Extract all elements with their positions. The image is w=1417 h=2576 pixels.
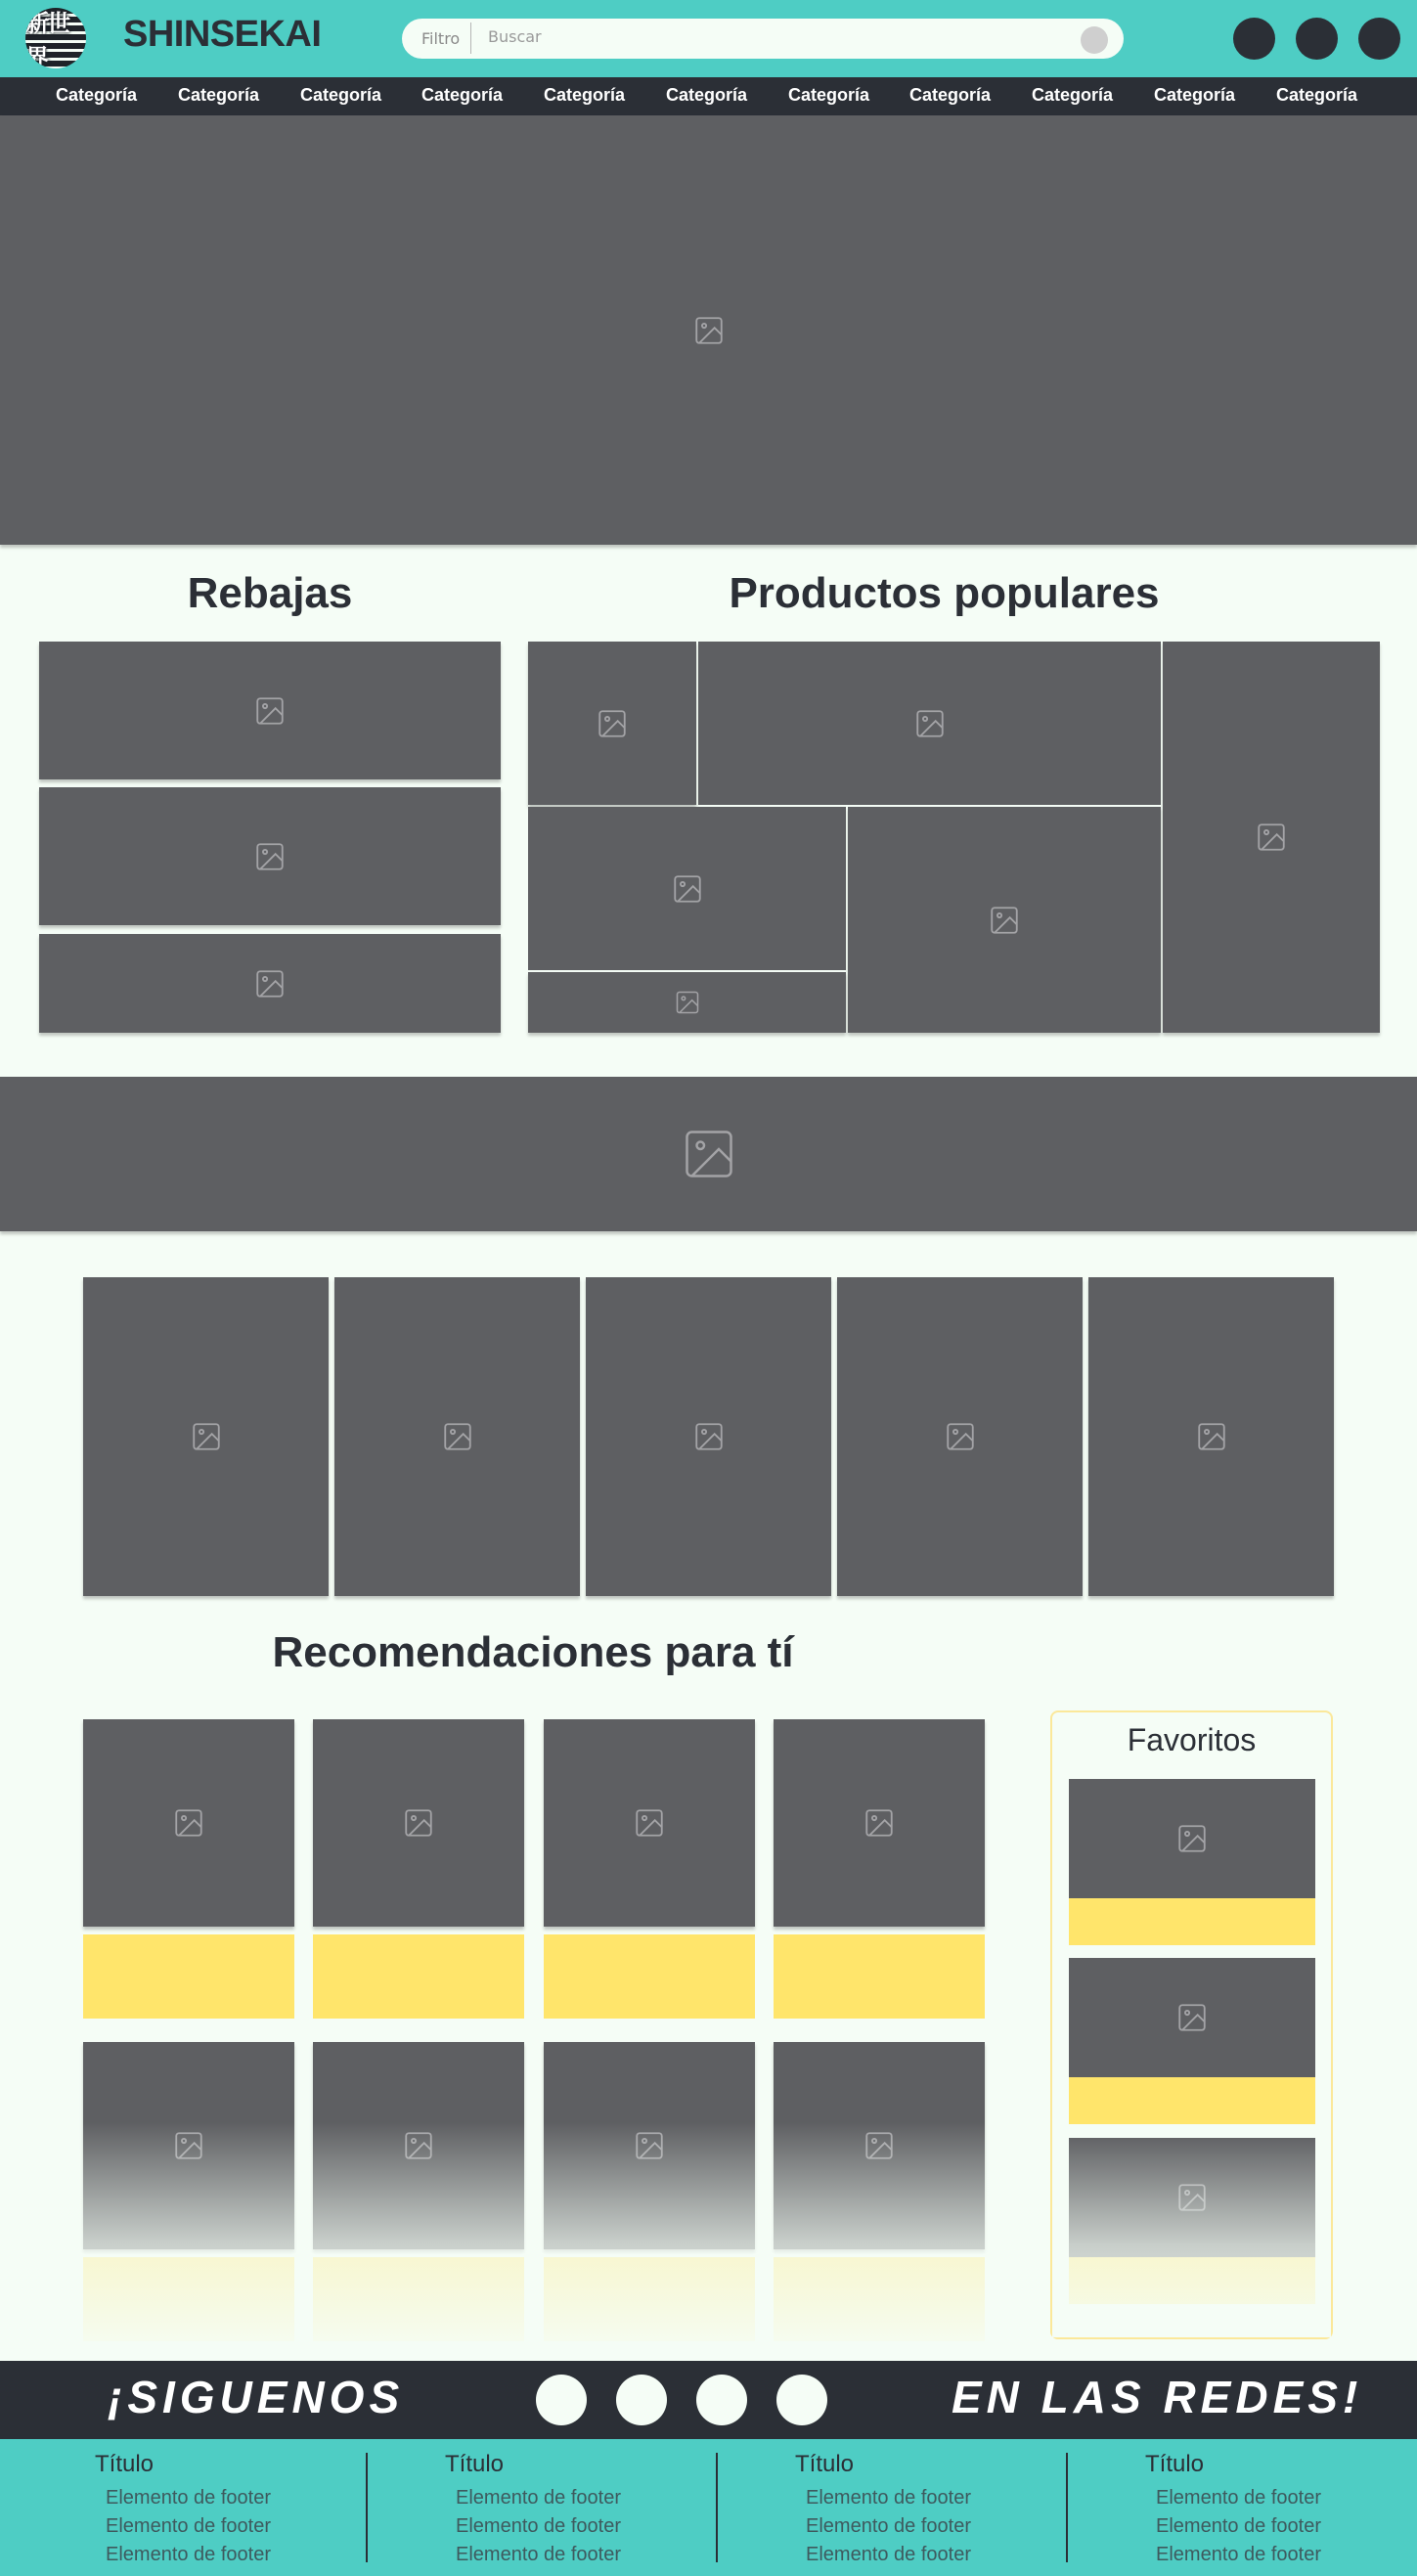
image-icon: [172, 1806, 205, 1840]
featured-tile[interactable]: [334, 1277, 580, 1596]
footer-link[interactable]: Elemento de footer: [1156, 2544, 1321, 2565]
sale-item[interactable]: [39, 642, 501, 779]
image-icon: [172, 2129, 205, 2162]
social-icon[interactable]: [616, 2375, 667, 2425]
image-icon: [680, 1125, 738, 1183]
image-icon: [944, 1420, 977, 1453]
search-bar: [402, 19, 1124, 59]
footer-link[interactable]: Elemento de footer: [1156, 2515, 1321, 2537]
image-icon: [441, 1420, 474, 1453]
footer-title: Título: [1145, 2451, 1205, 2477]
favorites-panel: [1050, 1710, 1333, 2339]
popular-title: Productos populares: [729, 569, 1160, 617]
image-icon: [1255, 821, 1288, 854]
image-icon: [1175, 2001, 1209, 2034]
popular-product[interactable]: [528, 972, 846, 1033]
hero-banner[interactable]: [0, 115, 1417, 545]
nav-category[interactable]: Categoría: [1154, 85, 1236, 105]
popular-product[interactable]: [528, 807, 846, 970]
image-icon: [863, 1806, 896, 1840]
recommendation-image[interactable]: [313, 1719, 524, 1927]
footer-link[interactable]: Elemento de footer: [456, 2544, 621, 2565]
search-divider: [470, 22, 471, 54]
footer-link[interactable]: Elemento de footer: [806, 2544, 971, 2565]
recommendation-image[interactable]: [83, 1719, 294, 1927]
footer-divider: [1066, 2453, 1068, 2562]
footer-link[interactable]: Elemento de footer: [806, 2487, 971, 2509]
footer-link[interactable]: Elemento de footer: [106, 2487, 271, 2509]
sales-title: Rebajas: [187, 569, 353, 617]
recommendation-info[interactable]: [83, 1934, 294, 2019]
recommendation-info[interactable]: [774, 1934, 985, 2019]
nav-category[interactable]: Categoría: [788, 85, 870, 105]
social-icon[interactable]: [536, 2375, 587, 2425]
favorite-info[interactable]: [1069, 2257, 1315, 2304]
image-icon: [402, 1806, 435, 1840]
image-icon: [671, 872, 704, 906]
footer-link[interactable]: Elemento de footer: [106, 2515, 271, 2537]
footer-column: [795, 2451, 971, 2569]
footer-divider: [716, 2453, 718, 2562]
featured-tile[interactable]: [1088, 1277, 1334, 1596]
image-icon: [674, 989, 701, 1016]
footer-title: Título: [445, 2451, 505, 2477]
footer-column: [445, 2451, 621, 2569]
recommendation-image[interactable]: [544, 1719, 755, 1927]
social-icon[interactable]: [776, 2375, 827, 2425]
nav-category[interactable]: Categoría: [1276, 85, 1358, 105]
sale-item[interactable]: [39, 934, 501, 1033]
recommendation-info[interactable]: [83, 2257, 294, 2341]
popular-product[interactable]: [698, 642, 1161, 805]
recommendation-image[interactable]: [774, 1719, 985, 1927]
nav-category[interactable]: Categoría: [909, 85, 992, 105]
search-input[interactable]: Buscar: [488, 27, 542, 46]
nav-category[interactable]: Categoría: [666, 85, 748, 105]
image-icon: [596, 707, 629, 740]
image-icon: [692, 314, 726, 347]
image-icon: [1195, 1420, 1228, 1453]
featured-tile[interactable]: [83, 1277, 329, 1596]
logo-kanji: 新世界: [25, 10, 68, 68]
filter-dropdown[interactable]: Filtro: [421, 29, 461, 48]
image-icon: [988, 904, 1021, 937]
recommendations-title: Recomendaciones para tí: [272, 1628, 794, 1676]
favorite-image[interactable]: [1069, 2138, 1315, 2257]
image-icon: [253, 694, 287, 728]
image-icon: [863, 2129, 896, 2162]
recommendation-info[interactable]: [544, 1934, 755, 2019]
footer-title: Título: [95, 2451, 155, 2477]
recommendation-info[interactable]: [544, 2257, 755, 2341]
nav-category[interactable]: Categoría: [544, 85, 626, 105]
favorite-info[interactable]: [1069, 2077, 1315, 2124]
logo[interactable]: [25, 8, 86, 68]
nav-category[interactable]: Categoría: [1032, 85, 1114, 105]
footer-column: [1145, 2451, 1321, 2569]
search-button[interactable]: [1081, 26, 1108, 54]
image-icon: [1175, 2181, 1209, 2214]
promo-banner[interactable]: [0, 1077, 1417, 1231]
favorites-title: Favoritos: [1127, 1722, 1257, 1757]
popular-product[interactable]: [1163, 642, 1380, 1033]
featured-tile[interactable]: [837, 1277, 1083, 1596]
recommendation-image[interactable]: [313, 2042, 524, 2249]
favorite-info[interactable]: [1069, 1898, 1315, 1945]
footer-link[interactable]: Elemento de footer: [1156, 2487, 1321, 2509]
popular-product[interactable]: [848, 807, 1161, 1033]
footer-link[interactable]: Elemento de footer: [456, 2487, 621, 2509]
social-left-text: ¡SIGUENOS: [108, 2372, 405, 2422]
sale-item[interactable]: [39, 787, 501, 925]
recommendation-info[interactable]: [313, 2257, 524, 2341]
favorite-image[interactable]: [1069, 1958, 1315, 2077]
image-icon: [913, 707, 947, 740]
brand-name[interactable]: SHINSEKAI: [123, 14, 322, 55]
nav-category[interactable]: Categoría: [300, 85, 382, 105]
favorites-icon[interactable]: [1296, 18, 1338, 60]
social-icon[interactable]: [696, 2375, 747, 2425]
cart-icon[interactable]: [1358, 18, 1400, 60]
popular-product[interactable]: [528, 642, 696, 805]
footer-link[interactable]: Elemento de footer: [106, 2544, 271, 2565]
favorite-image[interactable]: [1069, 1779, 1315, 1898]
image-icon: [692, 1420, 726, 1453]
recommendation-image[interactable]: [774, 2042, 985, 2249]
footer-column: [95, 2451, 271, 2569]
footer-divider: [366, 2453, 368, 2562]
footer: [0, 2439, 1417, 2576]
category-nav: [0, 77, 1417, 115]
image-icon: [253, 967, 287, 1000]
image-icon: [190, 1420, 223, 1453]
image-icon: [633, 1806, 666, 1840]
recommendation-info[interactable]: [774, 2257, 985, 2341]
image-icon: [633, 2129, 666, 2162]
footer-link[interactable]: Elemento de footer: [456, 2515, 621, 2537]
nav-category[interactable]: Categoría: [56, 85, 138, 105]
footer-link[interactable]: Elemento de footer: [806, 2515, 971, 2537]
recommendation-image[interactable]: [83, 2042, 294, 2249]
recommendation-info[interactable]: [313, 1934, 524, 2019]
recommendation-image[interactable]: [544, 2042, 755, 2249]
image-icon: [253, 840, 287, 873]
social-bar: [0, 2361, 1417, 2439]
nav-category[interactable]: Categoría: [178, 85, 260, 105]
nav-category[interactable]: Categoría: [421, 85, 504, 105]
image-icon: [402, 2129, 435, 2162]
user-icon[interactable]: [1233, 18, 1275, 60]
featured-tile[interactable]: [586, 1277, 831, 1596]
social-right-text: EN LAS REDES!: [952, 2372, 1363, 2422]
image-icon: [1175, 1822, 1209, 1855]
header: [0, 0, 1417, 77]
footer-title: Título: [795, 2451, 855, 2477]
